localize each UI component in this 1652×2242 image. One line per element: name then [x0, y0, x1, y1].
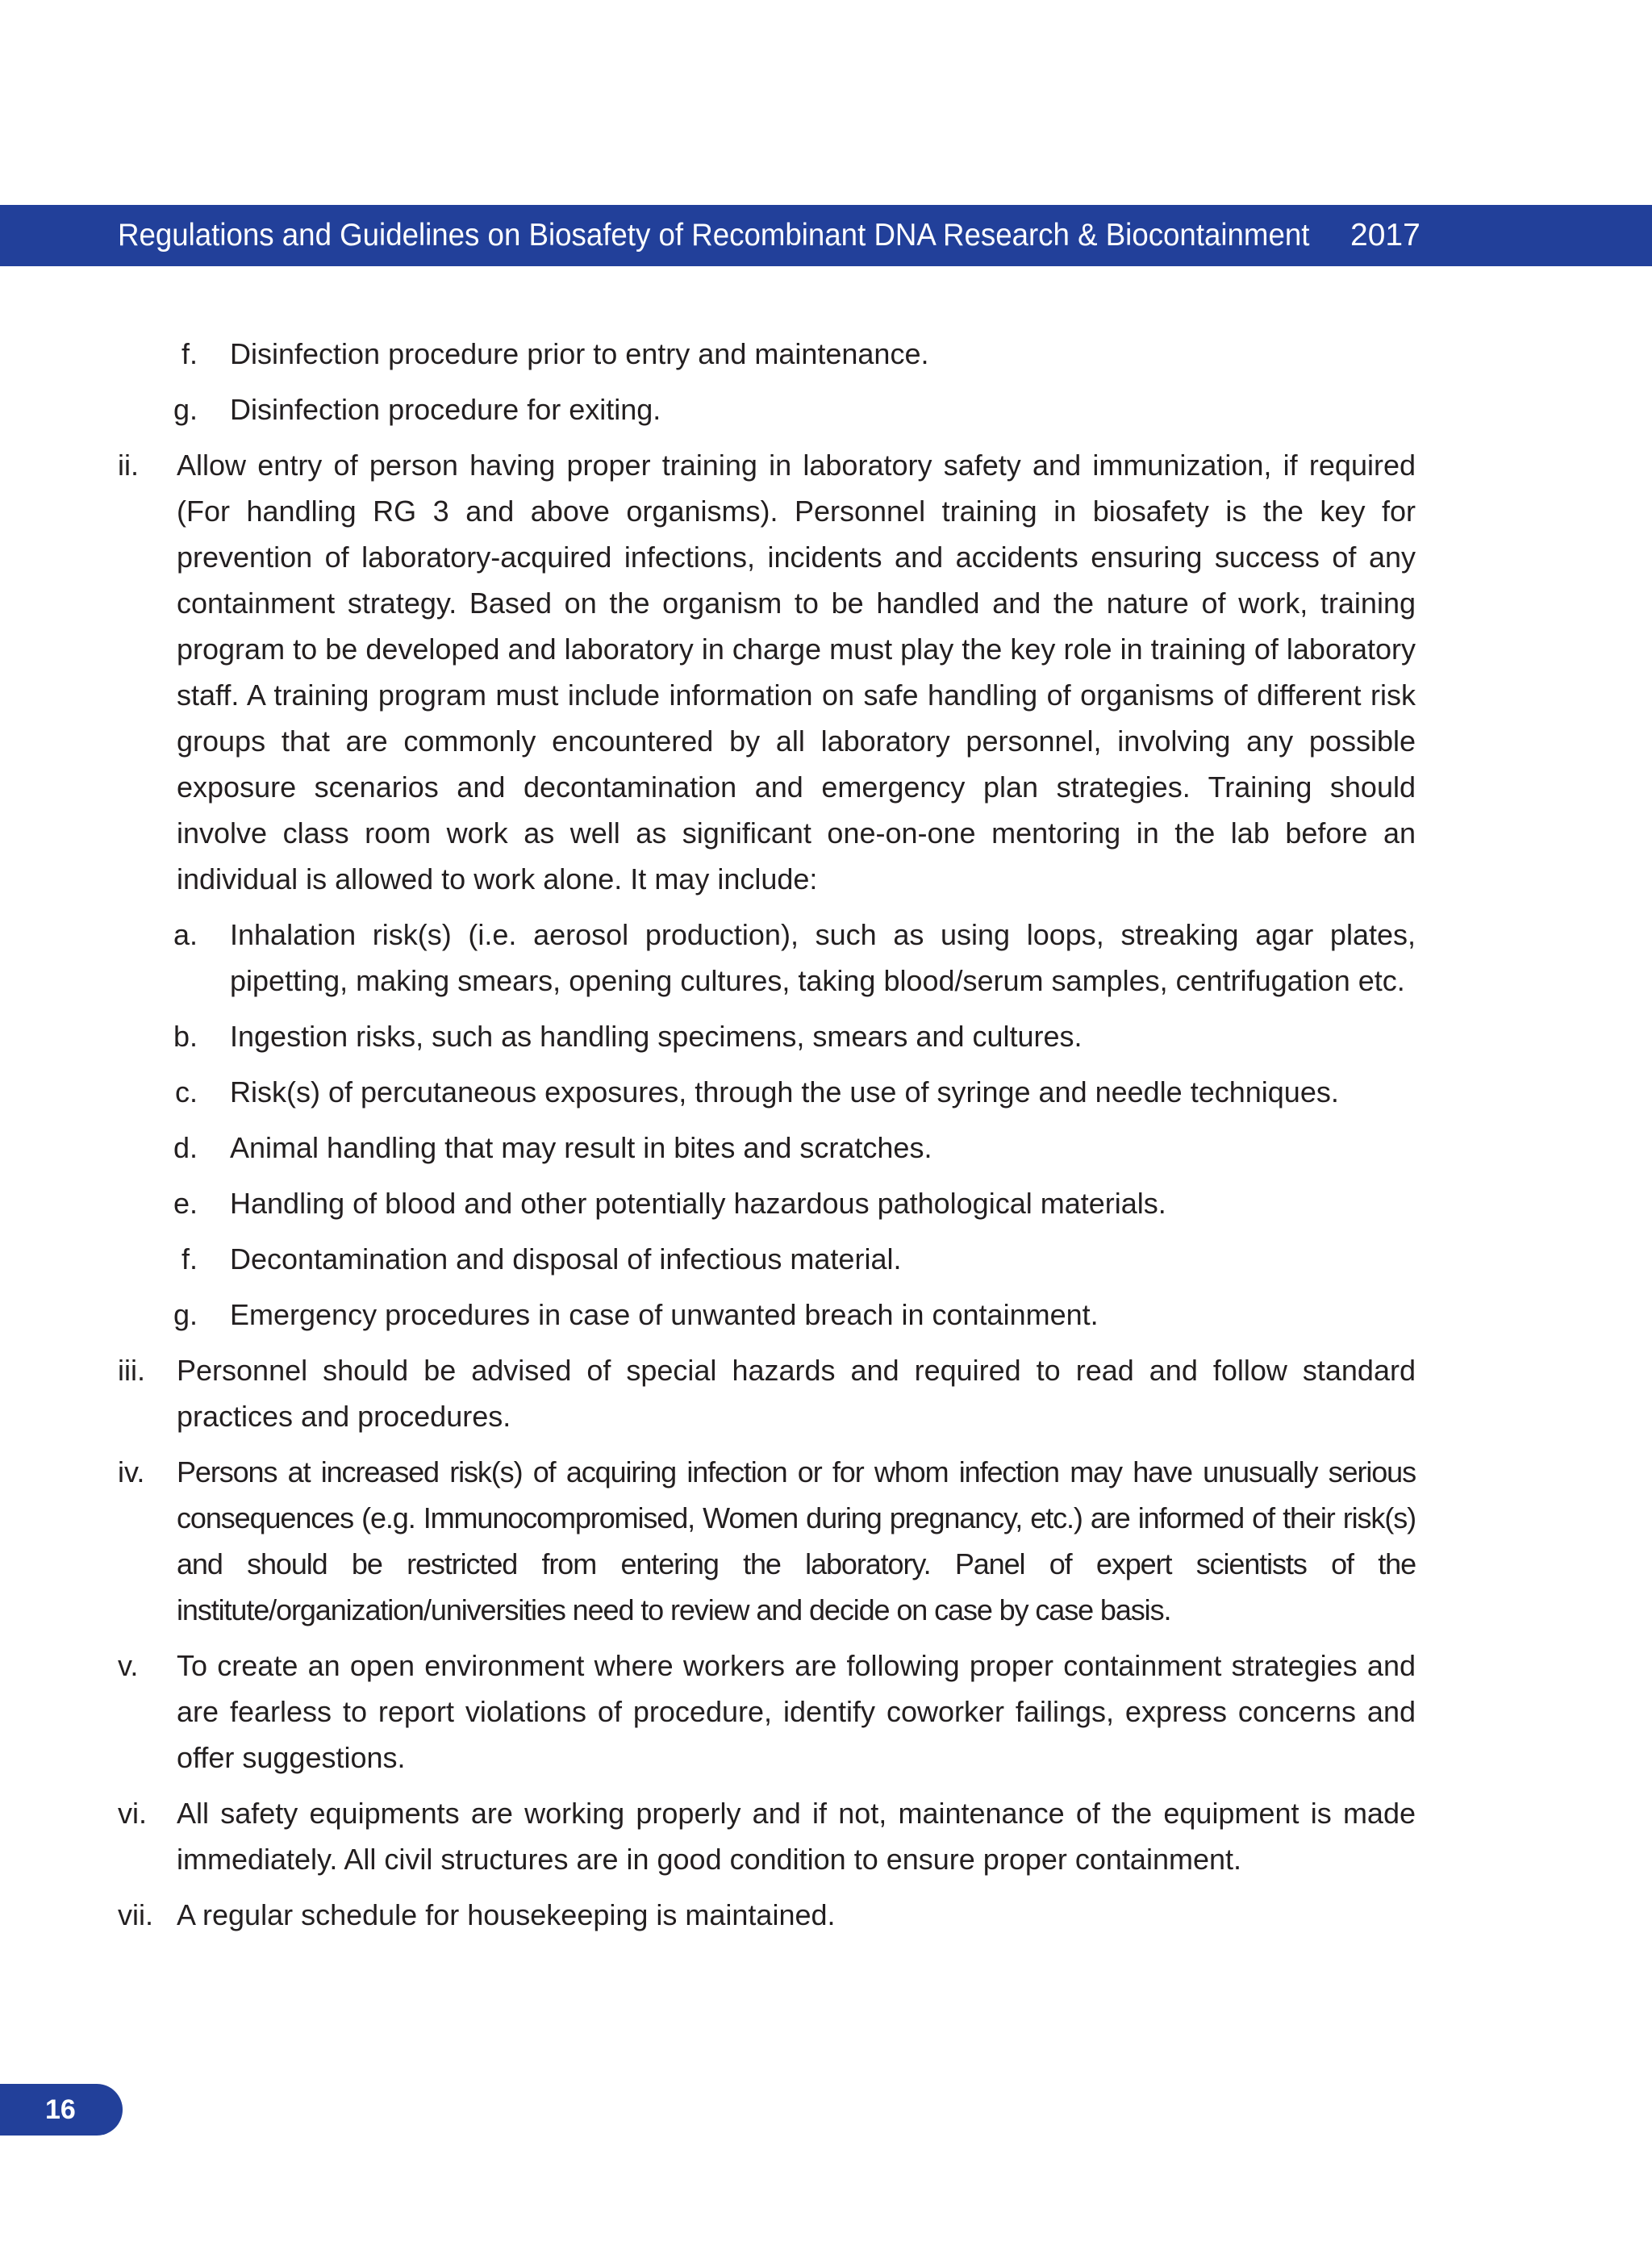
list-marker: iv. [118, 1455, 145, 1488]
list-marker: g. [173, 1298, 198, 1331]
list-item-g2 [0, 1292, 1652, 1338]
list-item-f [0, 331, 1652, 377]
list-item-text: Disinfection procedure prior to entry and maintenance. [230, 337, 929, 370]
list-marker: vii. [118, 1898, 153, 1931]
list-item-iii [0, 1347, 1652, 1439]
list-item-f2 [0, 1236, 1652, 1282]
list-item-iv [0, 1449, 1652, 1633]
list-item-c [0, 1069, 1652, 1115]
list-item-v [0, 1643, 1652, 1781]
page-number: 16 [45, 2094, 76, 2125]
list-marker: vi. [118, 1797, 147, 1830]
page-body [0, 331, 1652, 1948]
list-marker: iii. [118, 1354, 145, 1387]
list-item-text: Allow entry of person having proper training in laboratory safety and immunization, if required (For handling RG 3 and above organisms). Personnel training in biosafety is the key for prevention of laboratory-acquired infections, incidents and accidents ensuring success of any containment strategy. Based on the organism to be handled and the nature of work, training program to be developed and laboratory in charge must play the key role in training of laboratory staff. A training program must include information on safe handling of organisms of different risk groups that are commonly encountered by all laboratory personnel, involving any possible exposure scenarios and decontamination and emergency plan strategies. Training should involve class room work as well as significant one-on-one mentoring in the lab before an individual is allowed to work alone. It may include: [177, 449, 1416, 896]
list-item-vii [0, 1892, 1652, 1938]
list-item-text: Inhalation risk(s) (i.e. aerosol production), such as using loops, streaking agar plates, pipetting, making smears, opening cultures, taking blood/serum samples, centrifugation etc. [230, 918, 1416, 997]
list-item-text: Decontamination and disposal of infectious material. [230, 1242, 902, 1275]
list-marker: a. [173, 918, 198, 951]
list-item-text: To create an open environment where workers are following proper containment strategies and are fearless to report violations of procedure, identify coworker failings, express concerns and offer suggestions. [177, 1649, 1416, 1774]
list-item-g [0, 386, 1652, 432]
list-marker: ii. [118, 449, 139, 482]
list-marker: b. [173, 1020, 198, 1053]
list-item-text: Persons at increased risk(s) of acquiring infection or for whom infection may have unusually serious consequences (e.g. Immunocompromised, Women during pregnancy, etc.) are informed of their risk(s) and should be restricted from entering the laboratory. Panel of expert scientists of the institute/organization/universities need to review and decide on case by case basis. [177, 1455, 1416, 1626]
list-marker: c. [174, 1075, 198, 1108]
list-item-text: Personnel should be advised of special hazards and required to read and follow standard practices and procedures. [177, 1354, 1416, 1433]
running-header [0, 205, 1652, 266]
list-item-vi [0, 1790, 1652, 1882]
list-item-e [0, 1180, 1652, 1226]
page-number-badge [0, 2084, 123, 2136]
list-marker: e. [173, 1187, 198, 1220]
list-item-b [0, 1013, 1652, 1059]
list-marker: f. [181, 337, 198, 370]
header-title: Regulations and Guidelines on Biosafety of Recombinant DNA Research & Biocontainment [118, 218, 1310, 253]
list-marker: f. [181, 1242, 198, 1275]
list-item-text: Disinfection procedure for exiting. [230, 393, 661, 426]
header-year: 2017 [1350, 218, 1420, 253]
list-item-a [0, 912, 1652, 1004]
list-item-text: All safety equipments are working properly and if not, maintenance of the equipment is made immediately. All civil structures are in good condition to ensure proper containment. [177, 1797, 1416, 1876]
list-item-text: A regular schedule for housekeeping is maintained. [177, 1898, 836, 1931]
list-marker: v. [118, 1649, 139, 1682]
list-marker: d. [173, 1131, 198, 1164]
list-item-text: Risk(s) of percutaneous exposures, through the use of syringe and needle techniques. [230, 1075, 1339, 1108]
list-marker: g. [173, 393, 198, 426]
list-item-text: Ingestion risks, such as handling specimens, smears and cultures. [230, 1020, 1083, 1053]
list-item-text: Handling of blood and other potentially hazardous pathological materials. [230, 1187, 1166, 1220]
list-item-d [0, 1125, 1652, 1171]
list-item-text: Animal handling that may result in bites and scratches. [230, 1131, 932, 1164]
list-item-text: Emergency procedures in case of unwanted breach in containment. [230, 1298, 1099, 1331]
list-item-ii [0, 442, 1652, 902]
